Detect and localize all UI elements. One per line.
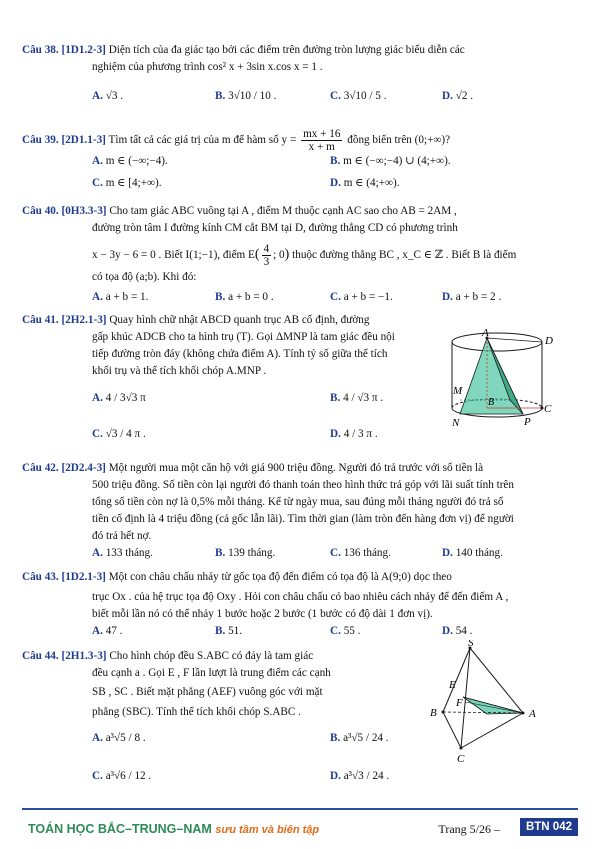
option-d[interactable]: a + b = 2 . — [455, 291, 502, 303]
option-a[interactable]: a + b = 1. — [105, 291, 149, 303]
option-b[interactable]: a³√5 / 24 . — [343, 732, 389, 744]
question-text: ; 0 — [273, 249, 285, 262]
option-label: C. — [330, 291, 341, 303]
option-b[interactable]: a + b = 0 . — [228, 291, 274, 303]
document-badge: BTN 042 — [520, 818, 578, 836]
question-number: Câu 40. — [22, 205, 59, 217]
question-text: x − 3y − 6 = 0 . Biết I(1;−1), điểm E — [92, 249, 255, 262]
brand-text: TOÁN HỌC BẮC–TRUNG–NAM — [28, 822, 212, 836]
question-tag: [2H2.1-3] — [61, 314, 107, 326]
question-number: Câu 43. — [22, 571, 59, 583]
question-number: Câu 42. — [22, 462, 59, 474]
option-label: C. — [330, 625, 341, 637]
option-label: B. — [215, 291, 226, 303]
option-label: D. — [330, 177, 341, 189]
figure-label: P — [524, 416, 531, 428]
question-text: Một con châu chấu nhảy từ gốc tọa độ đến điểm có tọa độ là A(9;0) dọc theo — [108, 571, 452, 583]
question-number: Câu 44. — [22, 650, 59, 662]
option-label: A. — [92, 625, 103, 637]
option-a[interactable]: 4 / 3√3 π — [105, 392, 146, 404]
figure-label: E — [449, 679, 456, 691]
question-text: tiền cố định là 4 triệu đồng (cả gốc lẫn lãi). Tìm thời gian (làm tròn đến hàng đơn vị) để người — [92, 513, 514, 525]
option-label: B. — [215, 625, 226, 637]
question-text: Cho hình chóp đều S.ABC có đáy là tam giác — [109, 650, 314, 662]
question-text: tiếp đường tròn đáy (không chứa điểm A). Tính tỷ số giữa thể tích — [92, 348, 388, 360]
option-label: B. — [330, 155, 341, 167]
page-footer — [0, 804, 600, 844]
question-text: gấp khúc ADCB cho ta hình trụ (T). Gọi ΔMNP là tam giác đều nội — [92, 331, 395, 343]
option-label: A. — [92, 732, 103, 744]
question-text: Một người mua một căn hộ với giá 900 triệu đồng. Người đó trả trước với số tiền là — [108, 462, 484, 474]
question-text: Quay hình chữ nhật ABCD quanh trục AB cố định, đường — [109, 314, 370, 326]
option-label: C. — [330, 90, 341, 102]
question-tag: [0H3.3-3] — [61, 205, 107, 217]
question-text: 500 triệu đồng. Số tiền còn lại người đó thanh toán theo hình thức trả góp với lãi suất tính trên — [92, 479, 514, 491]
figure-label: B — [488, 397, 495, 408]
option-label: B. — [215, 90, 226, 102]
option-label: A. — [92, 90, 103, 102]
figure-label: S — [468, 640, 474, 649]
option-d[interactable]: a³√3 / 24 . — [343, 770, 390, 782]
option-label: D. — [442, 291, 453, 303]
question-text: khối trụ và thể tích khối chóp A.MNP . — [92, 365, 267, 377]
page-number: Trang 5/26 – — [438, 822, 500, 836]
option-label: A. — [92, 547, 103, 559]
option-label: B. — [215, 547, 226, 559]
question-text: đường tròn tâm I đường kính CM cắt BM tại D, đường thẳng CD có phương trình — [92, 222, 458, 234]
question-tag: [1D1.2-3] — [61, 44, 106, 56]
question-text: trục Ox . của hệ trục tọa độ Oxy . Hỏi con châu chấu có bao nhiêu cách nhảy để đến điểm A , — [92, 591, 509, 603]
figure-label: M — [453, 385, 463, 397]
option-b[interactable]: 139 tháng. — [228, 547, 276, 559]
option-c[interactable]: m ∈ [4;+∞). — [105, 177, 162, 189]
option-c[interactable]: a³√6 / 12 . — [105, 770, 152, 782]
figure-label: D — [545, 335, 553, 347]
option-label: D. — [442, 90, 453, 102]
option-label: D. — [442, 547, 453, 559]
option-a[interactable]: 133 tháng. — [105, 547, 153, 559]
option-b[interactable]: 3√10 / 10 . — [228, 90, 277, 102]
question-tag: [2H1.3-3] — [61, 650, 107, 662]
option-label: C. — [92, 177, 103, 189]
question-text: Tìm tất cả các giá trị của m để hàm số y = — [108, 134, 297, 147]
option-label: B. — [330, 392, 341, 404]
option-label: D. — [330, 428, 341, 440]
question-text: phẳng (SBC). Tính thể tích khối chóp S.ABC . — [92, 706, 301, 718]
option-c[interactable]: 136 tháng. — [343, 547, 391, 559]
fraction: $\frac{4}{3}$ — [263, 243, 270, 268]
figure-label: C — [544, 403, 552, 415]
option-d[interactable]: 4 / 3 π . — [343, 428, 378, 440]
question-text: SB , SC . Biết mặt phẳng (AEF) vuông góc với mặt — [92, 686, 323, 698]
question-text: đều cạnh a . Gọi E , F lần lượt là trung điểm các cạnh — [92, 667, 331, 679]
option-label: A. — [92, 291, 103, 303]
option-b[interactable]: 51. — [228, 625, 243, 637]
option-a[interactable]: m ∈ (−∞;−4). — [105, 155, 168, 167]
question-text: đồng biến trên (0;+∞)? — [347, 134, 451, 147]
option-a[interactable]: 47 . — [105, 625, 123, 637]
question-text: có tọa độ (a;b). Khi đó: — [92, 271, 197, 283]
option-a[interactable]: √3 . — [105, 90, 124, 102]
question-text: Cho tam giác ABC vuông tại A , điểm M thuộc cạnh AC sao cho AB = 2AM , — [109, 205, 457, 217]
option-d[interactable]: 54 . — [455, 625, 473, 637]
figure-label: A — [529, 708, 536, 720]
option-b[interactable]: m ∈ (−∞;−4) ∪ (4;+∞). — [343, 155, 451, 167]
option-c[interactable]: 3√10 / 5 . — [343, 90, 387, 102]
question-number: Câu 41. — [22, 314, 59, 326]
figure-label: B — [430, 707, 437, 719]
question-text: biết mỗi lần nó có thể nhảy 1 bước hoặc 2 bước (1 bước có độ dài 1 đơn vị). — [92, 608, 433, 620]
figure-label: F — [456, 697, 463, 709]
brand-subtitle: sưu tầm và biên tập — [215, 824, 320, 836]
question-text: tổng số tiền còn nợ là 0,5% mỗi tháng. Kể từ ngày mua, sau đúng mỗi tháng người đó trả số — [92, 496, 504, 508]
option-d[interactable]: √2 . — [455, 90, 474, 102]
question-tag: [2D2.4-3] — [61, 462, 106, 474]
question-text: Diện tích của đa giác tạo bởi các điểm trên đường tròn lượng giác biểu diễn các — [108, 44, 465, 56]
option-c[interactable]: 55 . — [343, 625, 361, 637]
fraction: $\frac{mx + 16}{x + m}$ — [303, 128, 341, 153]
option-label: C. — [92, 428, 103, 440]
question-tag: [1D2.1-3] — [61, 571, 106, 583]
figure-label: C — [457, 753, 465, 765]
footer-rule — [22, 808, 578, 810]
question-number: Câu 38. — [22, 44, 59, 56]
footer-brand — [28, 822, 319, 836]
question-text: thuộc đường thẳng BC , x_C ∈ ℤ . Biết B là điểm — [292, 249, 517, 262]
pyramid-figure — [425, 640, 555, 765]
option-label: A. — [92, 155, 103, 167]
figure-label: A — [482, 328, 489, 339]
option-label: D. — [330, 770, 341, 782]
question-number: Câu 39. — [22, 134, 59, 147]
option-d[interactable]: m ∈ (4;+∞). — [343, 177, 400, 189]
figure-label: N — [452, 417, 460, 429]
option-b[interactable]: 4 / √3 π . — [343, 392, 384, 404]
option-label: B. — [330, 732, 341, 744]
option-label: C. — [92, 770, 103, 782]
question-text: nghiệm của phương trình cos² x + 3sin x.cos x = 1 . — [92, 61, 323, 73]
option-c[interactable]: √3 / 4 π . — [105, 428, 146, 440]
option-d[interactable]: 140 tháng. — [455, 547, 503, 559]
option-c[interactable]: a + b = −1. — [343, 291, 393, 303]
question-tag: [2D1.1-3] — [61, 134, 106, 147]
question-text: đó trả hết nợ. — [92, 530, 152, 542]
cylinder-figure — [440, 328, 575, 433]
option-label: A. — [92, 392, 103, 404]
option-label: C. — [330, 547, 341, 559]
option-a[interactable]: a³√5 / 8 . — [105, 732, 146, 744]
option-label: D. — [442, 625, 453, 637]
